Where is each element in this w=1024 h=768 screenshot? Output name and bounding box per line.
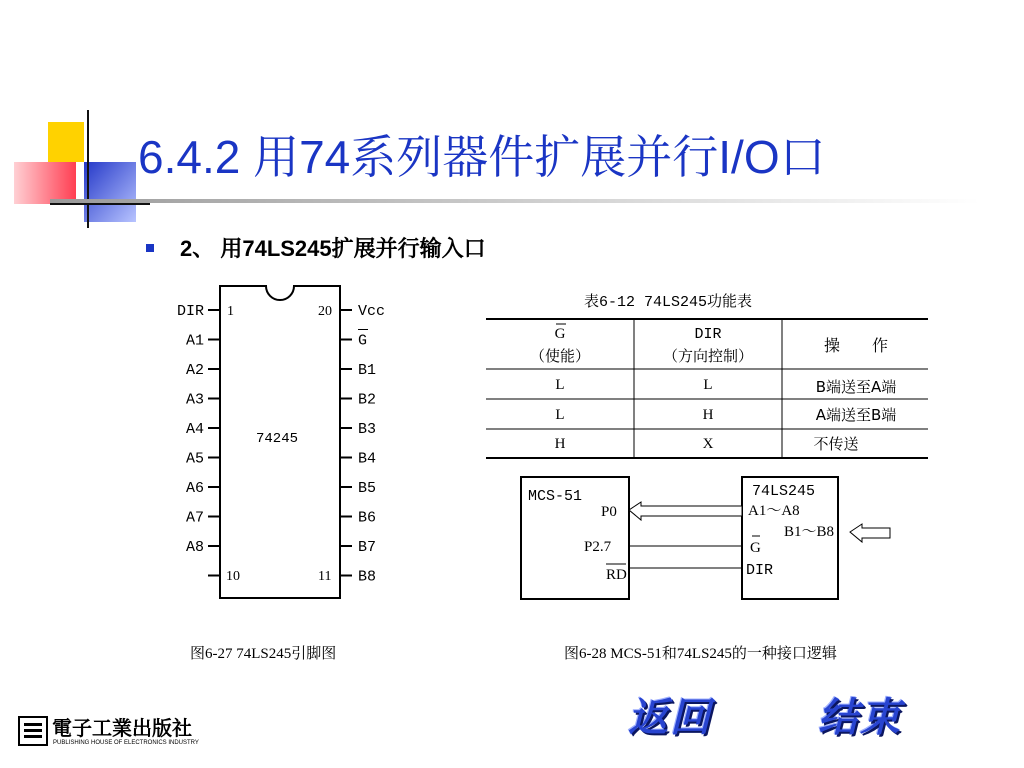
right-pin-label: B1 bbox=[358, 362, 377, 379]
pin-number-10: 10 bbox=[226, 569, 240, 584]
interface-diagram bbox=[514, 470, 894, 605]
p0-label: P0 bbox=[601, 504, 617, 520]
right-pin-label: B5 bbox=[358, 480, 377, 497]
right-pin-label: B2 bbox=[358, 391, 377, 409]
right-pin-label: B3 bbox=[358, 421, 377, 438]
pin-number-1: 1 bbox=[227, 304, 234, 319]
b-pins-label: B1～B8 bbox=[784, 524, 835, 540]
left-pin-label: A2 bbox=[185, 362, 204, 379]
left-pin-label: A5 bbox=[185, 450, 204, 468]
left-pin-label: DIR bbox=[176, 303, 204, 320]
p27-label: P2.7 bbox=[584, 539, 612, 555]
corner-decoration bbox=[0, 100, 160, 240]
table-header-g: G bbox=[554, 326, 566, 342]
right-pin-label: Vcc bbox=[358, 303, 386, 320]
table-cell: L bbox=[555, 377, 565, 393]
table-header-dir-sub: （方向控制） bbox=[662, 347, 754, 365]
left-pin-label: A4 bbox=[185, 421, 204, 438]
table-cell: L bbox=[555, 407, 565, 423]
right-pin-label: B6 bbox=[358, 509, 377, 527]
left-pin-label: A1 bbox=[185, 332, 204, 350]
right-pin-label: B8 bbox=[358, 568, 377, 586]
publisher-emblem-icon bbox=[18, 716, 48, 746]
table-caption: 表6-12 74LS245功能表 bbox=[584, 294, 753, 311]
table-header-dir: DIR bbox=[694, 326, 722, 343]
slide-title: 6.4.2 用74系列器件扩展并行I/O口 bbox=[138, 131, 826, 183]
back-button[interactable]: 返回 bbox=[628, 695, 712, 741]
right-pin-label: B4 bbox=[358, 450, 377, 468]
table-header-op: 操 作 bbox=[823, 336, 889, 355]
left-pin-label: A7 bbox=[185, 509, 204, 527]
left-pin-label: A8 bbox=[185, 539, 204, 556]
left-pin-label: A6 bbox=[185, 480, 204, 497]
g-pin-label: G bbox=[750, 540, 761, 556]
table-cell: A端送至B端 bbox=[815, 406, 897, 424]
function-table bbox=[486, 316, 930, 462]
buffer-chip-label: 74LS245 bbox=[752, 483, 816, 500]
right-pin-label: B7 bbox=[358, 539, 377, 556]
bullet-text: 2、 用74LS245扩展并行输入口 bbox=[180, 236, 486, 261]
p0-bus-arrow bbox=[629, 502, 742, 520]
pin-number-20: 20 bbox=[318, 304, 332, 319]
interface-caption: 图6-28 MCS-51和74LS245的一种接口逻辑 bbox=[564, 646, 837, 662]
yellow-square bbox=[48, 122, 84, 162]
table-cell: B端送至A端 bbox=[815, 378, 897, 396]
blue-square bbox=[84, 162, 136, 222]
b-input-arrow bbox=[850, 524, 890, 542]
mcu-label: MCS-51 bbox=[528, 488, 583, 505]
table-cell: 不传送 bbox=[813, 435, 859, 453]
table-header-g-sub: （使能） bbox=[529, 347, 591, 365]
table-cell: H bbox=[702, 407, 714, 423]
bullet-icon bbox=[146, 244, 154, 252]
table-cell: L bbox=[703, 377, 713, 393]
end-button[interactable]: 结束 bbox=[818, 695, 902, 741]
rd-label: RD bbox=[606, 567, 627, 583]
table-cell: X bbox=[702, 436, 714, 452]
pin-number-11: 11 bbox=[318, 569, 332, 584]
publisher-logo bbox=[18, 712, 248, 752]
table-cell: H bbox=[554, 436, 566, 452]
publisher-name-cn: 電子工業出版社 bbox=[52, 716, 192, 740]
a-pins-label: A1～A8 bbox=[748, 503, 800, 519]
pinout-caption: 图6-27 74LS245引脚图 bbox=[190, 646, 337, 662]
right-pin-label: G bbox=[358, 332, 368, 350]
publisher-name-en: PUBLISHING HOUSE OF ELECTRONICS INDUSTRY bbox=[53, 740, 199, 746]
title-underline bbox=[50, 198, 980, 206]
pinout-diagram bbox=[160, 280, 400, 610]
dir-pin-label: DIR bbox=[746, 562, 774, 579]
left-pin-label: A3 bbox=[185, 391, 204, 409]
chip-label: 74245 bbox=[256, 431, 299, 447]
